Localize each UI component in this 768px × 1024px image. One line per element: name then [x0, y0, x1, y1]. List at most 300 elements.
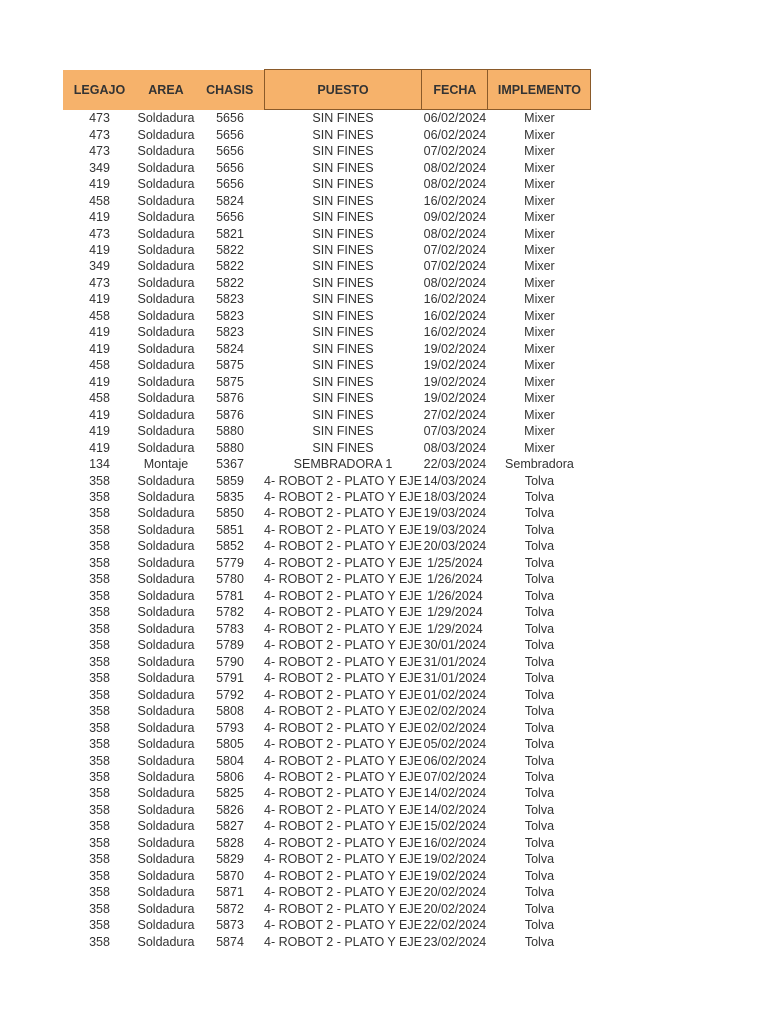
cell-implemento[interactable]: Tolva: [524, 522, 555, 537]
cell-fecha[interactable]: 27/02/2024: [423, 407, 487, 422]
cell-area[interactable]: Soldadura: [137, 193, 195, 208]
column-header-fecha[interactable]: FECHA: [422, 70, 488, 110]
cell-implemento[interactable]: Tolva: [524, 588, 555, 603]
cell-implemento[interactable]: Mixer: [524, 358, 555, 373]
cell-fecha[interactable]: 09/02/2024: [423, 210, 487, 225]
cell-fecha[interactable]: 1/26/2024: [427, 572, 483, 587]
cell-fecha[interactable]: 30/01/2024: [423, 638, 487, 653]
cell-puesto[interactable]: [264, 209, 422, 225]
cell-chasis[interactable]: 5823: [216, 292, 244, 307]
cell-area[interactable]: Soldadura: [137, 275, 195, 290]
cell-chasis[interactable]: 5874: [216, 934, 244, 949]
cell-implemento[interactable]: Tolva: [524, 786, 555, 801]
cell-chasis[interactable]: 5792: [216, 687, 244, 702]
cell-legajo[interactable]: 419: [89, 424, 110, 439]
cell-implemento[interactable]: Mixer: [524, 177, 555, 192]
cell-puesto[interactable]: [264, 341, 422, 357]
cell-legajo[interactable]: 419: [89, 440, 110, 455]
cell-puesto[interactable]: [264, 291, 422, 307]
cell-fecha[interactable]: 31/01/2024: [423, 671, 487, 686]
cell-implemento[interactable]: Tolva: [524, 769, 555, 784]
cell-puesto[interactable]: [264, 686, 422, 702]
cell-chasis[interactable]: 5367: [216, 457, 244, 472]
cell-legajo[interactable]: 473: [89, 275, 110, 290]
cell-implemento[interactable]: Tolva: [524, 572, 555, 587]
cell-fecha[interactable]: 14/03/2024: [423, 473, 487, 488]
cell-chasis[interactable]: 5823: [216, 325, 244, 340]
cell-chasis[interactable]: 5782: [216, 605, 244, 620]
cell-chasis[interactable]: 5880: [216, 424, 244, 439]
cell-fecha[interactable]: 16/02/2024: [423, 193, 487, 208]
cell-implemento[interactable]: Mixer: [524, 226, 555, 241]
cell-area[interactable]: Soldadura: [137, 769, 195, 784]
cell-area[interactable]: Soldadura: [137, 144, 195, 159]
cell-fecha[interactable]: 19/02/2024: [423, 868, 487, 883]
cell-chasis[interactable]: 5876: [216, 407, 244, 422]
cell-puesto[interactable]: [264, 324, 422, 340]
cell-implemento[interactable]: Tolva: [524, 802, 555, 817]
cell-fecha[interactable]: 23/02/2024: [423, 934, 487, 949]
cell-fecha[interactable]: 20/02/2024: [423, 885, 487, 900]
cell-legajo[interactable]: 358: [89, 786, 110, 801]
cell-fecha[interactable]: 19/02/2024: [423, 341, 487, 356]
cell-area[interactable]: Soldadura: [137, 819, 195, 834]
cell-fecha[interactable]: 02/02/2024: [423, 720, 487, 735]
cell-puesto[interactable]: [264, 439, 422, 455]
cell-puesto[interactable]: [264, 242, 422, 258]
cell-puesto[interactable]: [264, 736, 422, 752]
cell-fecha[interactable]: 19/02/2024: [423, 374, 487, 389]
cell-legajo[interactable]: 473: [89, 110, 110, 125]
cell-chasis[interactable]: 5875: [216, 374, 244, 389]
cell-puesto[interactable]: [264, 604, 422, 620]
cell-puesto[interactable]: [264, 851, 422, 867]
cell-area[interactable]: Soldadura: [137, 654, 195, 669]
cell-area[interactable]: Soldadura: [137, 621, 195, 636]
cell-area[interactable]: Soldadura: [137, 177, 195, 192]
cell-implemento[interactable]: Tolva: [524, 720, 555, 735]
cell-implemento[interactable]: Sembradora: [505, 457, 574, 472]
cell-puesto[interactable]: [264, 621, 422, 637]
cell-chasis[interactable]: 5875: [216, 358, 244, 373]
cell-legajo[interactable]: 358: [89, 819, 110, 834]
cell-legajo[interactable]: 134: [89, 457, 110, 472]
cell-chasis[interactable]: 5829: [216, 852, 244, 867]
cell-implemento[interactable]: Mixer: [524, 111, 555, 126]
cell-puesto[interactable]: [264, 522, 422, 538]
cell-area[interactable]: Soldadura: [137, 127, 195, 142]
cell-area[interactable]: Soldadura: [137, 753, 195, 768]
cell-puesto[interactable]: [264, 538, 422, 554]
cell-fecha[interactable]: 16/02/2024: [423, 292, 487, 307]
cell-implemento[interactable]: Mixer: [524, 407, 555, 422]
cell-puesto[interactable]: [264, 835, 422, 851]
cell-area[interactable]: Soldadura: [137, 852, 195, 867]
cell-area[interactable]: Soldadura: [137, 308, 195, 323]
cell-legajo[interactable]: 458: [89, 193, 110, 208]
cell-fecha[interactable]: 01/02/2024: [423, 687, 487, 702]
cell-chasis[interactable]: 5822: [216, 275, 244, 290]
cell-legajo[interactable]: 419: [89, 341, 110, 356]
cell-area[interactable]: Soldadura: [137, 572, 195, 587]
cell-implemento[interactable]: Tolva: [524, 555, 555, 570]
cell-legajo[interactable]: 358: [89, 704, 110, 719]
cell-fecha[interactable]: 1/26/2024: [427, 588, 483, 603]
cell-puesto[interactable]: [264, 769, 422, 785]
cell-area[interactable]: Soldadura: [137, 737, 195, 752]
cell-area[interactable]: Soldadura: [137, 506, 195, 521]
cell-puesto[interactable]: [264, 176, 422, 192]
cell-implemento[interactable]: Mixer: [524, 160, 555, 175]
cell-chasis[interactable]: 5821: [216, 226, 244, 241]
cell-chasis[interactable]: 5779: [216, 555, 244, 570]
cell-legajo[interactable]: 358: [89, 753, 110, 768]
cell-area[interactable]: Soldadura: [137, 918, 195, 933]
cell-legajo[interactable]: 458: [89, 358, 110, 373]
cell-fecha[interactable]: 06/02/2024: [423, 111, 487, 126]
cell-fecha[interactable]: 07/03/2024: [423, 424, 487, 439]
cell-legajo[interactable]: 419: [89, 242, 110, 257]
cell-implemento[interactable]: Tolva: [524, 852, 555, 867]
cell-implemento[interactable]: Mixer: [524, 341, 555, 356]
cell-fecha[interactable]: 07/02/2024: [423, 242, 487, 257]
cell-chasis[interactable]: 5870: [216, 868, 244, 883]
cell-fecha[interactable]: 18/03/2024: [423, 490, 487, 505]
cell-fecha[interactable]: 06/02/2024: [423, 127, 487, 142]
cell-area[interactable]: Soldadura: [137, 358, 195, 373]
cell-legajo[interactable]: 458: [89, 391, 110, 406]
cell-puesto[interactable]: [264, 884, 422, 900]
cell-area[interactable]: Soldadura: [137, 210, 195, 225]
column-header-chasis[interactable]: CHASIS: [196, 70, 264, 110]
cell-area[interactable]: Soldadura: [137, 638, 195, 653]
cell-fecha[interactable]: 16/02/2024: [423, 325, 487, 340]
cell-implemento[interactable]: Tolva: [524, 901, 555, 916]
cell-puesto[interactable]: [264, 126, 422, 142]
cell-area[interactable]: Soldadura: [137, 786, 195, 801]
cell-chasis[interactable]: 5656: [216, 144, 244, 159]
cell-implemento[interactable]: Tolva: [524, 918, 555, 933]
cell-implemento[interactable]: Tolva: [524, 473, 555, 488]
cell-chasis[interactable]: 5656: [216, 210, 244, 225]
cell-implemento[interactable]: Tolva: [524, 687, 555, 702]
cell-legajo[interactable]: 358: [89, 835, 110, 850]
cell-puesto[interactable]: [264, 588, 422, 604]
cell-puesto[interactable]: [264, 357, 422, 373]
cell-legajo[interactable]: 358: [89, 605, 110, 620]
cell-puesto[interactable]: [264, 456, 422, 472]
cell-fecha[interactable]: 07/02/2024: [423, 769, 487, 784]
cell-legajo[interactable]: 358: [89, 638, 110, 653]
cell-fecha[interactable]: 07/02/2024: [423, 259, 487, 274]
cell-area[interactable]: Soldadura: [137, 901, 195, 916]
cell-puesto[interactable]: [264, 374, 422, 390]
cell-implemento[interactable]: Mixer: [524, 440, 555, 455]
cell-legajo[interactable]: 419: [89, 210, 110, 225]
cell-fecha[interactable]: 08/02/2024: [423, 275, 487, 290]
cell-puesto[interactable]: [264, 258, 422, 274]
cell-chasis[interactable]: 5656: [216, 110, 244, 125]
cell-implemento[interactable]: Mixer: [524, 259, 555, 274]
cell-area[interactable]: Soldadura: [137, 160, 195, 175]
cell-legajo[interactable]: 358: [89, 473, 110, 488]
cell-legajo[interactable]: 419: [89, 407, 110, 422]
cell-area[interactable]: Soldadura: [137, 490, 195, 505]
cell-puesto[interactable]: [264, 406, 422, 422]
cell-legajo[interactable]: 458: [89, 308, 110, 323]
cell-area[interactable]: Soldadura: [137, 292, 195, 307]
cell-fecha[interactable]: 20/02/2024: [423, 901, 487, 916]
cell-fecha[interactable]: 1/29/2024: [427, 605, 483, 620]
cell-fecha[interactable]: 05/02/2024: [423, 737, 487, 752]
cell-fecha[interactable]: 14/02/2024: [423, 786, 487, 801]
cell-chasis[interactable]: 5826: [216, 802, 244, 817]
cell-chasis[interactable]: 5656: [216, 160, 244, 175]
cell-fecha[interactable]: 22/03/2024: [423, 457, 487, 472]
cell-puesto[interactable]: [264, 143, 422, 159]
cell-implemento[interactable]: Tolva: [524, 654, 555, 669]
cell-chasis[interactable]: 5825: [216, 786, 244, 801]
cell-chasis[interactable]: 5859: [216, 473, 244, 488]
cell-chasis[interactable]: 5876: [216, 391, 244, 406]
cell-legajo[interactable]: 358: [89, 572, 110, 587]
cell-puesto[interactable]: [264, 670, 422, 686]
cell-legajo[interactable]: 358: [89, 802, 110, 817]
cell-chasis[interactable]: 5873: [216, 918, 244, 933]
cell-legajo[interactable]: 358: [89, 720, 110, 735]
cell-legajo[interactable]: 473: [89, 226, 110, 241]
cell-chasis[interactable]: 5783: [216, 621, 244, 636]
cell-area[interactable]: Soldadura: [137, 885, 195, 900]
cell-legajo[interactable]: 358: [89, 769, 110, 784]
cell-chasis[interactable]: 5780: [216, 572, 244, 587]
cell-implemento[interactable]: Tolva: [524, 621, 555, 636]
cell-puesto[interactable]: [264, 901, 422, 917]
cell-area[interactable]: Soldadura: [137, 374, 195, 389]
cell-legajo[interactable]: 358: [89, 539, 110, 554]
cell-fecha[interactable]: 06/02/2024: [423, 753, 487, 768]
cell-legajo[interactable]: 358: [89, 671, 110, 686]
cell-fecha[interactable]: 07/02/2024: [423, 144, 487, 159]
cell-legajo[interactable]: 419: [89, 177, 110, 192]
cell-legajo[interactable]: 358: [89, 555, 110, 570]
cell-area[interactable]: Soldadura: [137, 802, 195, 817]
cell-implemento[interactable]: Mixer: [524, 308, 555, 323]
cell-chasis[interactable]: 5880: [216, 440, 244, 455]
cell-chasis[interactable]: 5804: [216, 753, 244, 768]
cell-chasis[interactable]: 5823: [216, 308, 244, 323]
cell-puesto[interactable]: [264, 719, 422, 735]
cell-area[interactable]: Soldadura: [137, 588, 195, 603]
cell-puesto[interactable]: [264, 110, 422, 127]
cell-implemento[interactable]: Mixer: [524, 193, 555, 208]
cell-puesto[interactable]: [264, 489, 422, 505]
cell-fecha[interactable]: 08/03/2024: [423, 440, 487, 455]
cell-legajo[interactable]: 358: [89, 522, 110, 537]
cell-implemento[interactable]: Tolva: [524, 638, 555, 653]
cell-area[interactable]: Soldadura: [137, 341, 195, 356]
cell-area[interactable]: Soldadura: [137, 424, 195, 439]
cell-legajo[interactable]: 419: [89, 374, 110, 389]
cell-chasis[interactable]: 5789: [216, 638, 244, 653]
cell-puesto[interactable]: [264, 653, 422, 669]
cell-legajo[interactable]: 473: [89, 127, 110, 142]
cell-implemento[interactable]: Tolva: [524, 539, 555, 554]
cell-implemento[interactable]: Tolva: [524, 704, 555, 719]
cell-puesto[interactable]: [264, 868, 422, 884]
cell-chasis[interactable]: 5872: [216, 901, 244, 916]
cell-puesto[interactable]: [264, 917, 422, 933]
cell-chasis[interactable]: 5806: [216, 769, 244, 784]
column-header-implemento[interactable]: IMPLEMENTO: [488, 70, 591, 110]
cell-legajo[interactable]: 349: [89, 160, 110, 175]
cell-chasis[interactable]: 5871: [216, 885, 244, 900]
cell-implemento[interactable]: Mixer: [524, 325, 555, 340]
cell-area[interactable]: Soldadura: [137, 934, 195, 949]
cell-puesto[interactable]: [264, 933, 422, 949]
cell-area[interactable]: Montaje: [143, 457, 189, 472]
cell-chasis[interactable]: 5828: [216, 835, 244, 850]
cell-area[interactable]: Soldadura: [137, 242, 195, 257]
cell-puesto[interactable]: [264, 505, 422, 521]
cell-puesto[interactable]: [264, 703, 422, 719]
cell-chasis[interactable]: 5781: [216, 588, 244, 603]
cell-legajo[interactable]: 358: [89, 934, 110, 949]
cell-chasis[interactable]: 5656: [216, 177, 244, 192]
cell-chasis[interactable]: 5850: [216, 506, 244, 521]
cell-implemento[interactable]: Tolva: [524, 753, 555, 768]
cell-area[interactable]: Soldadura: [137, 835, 195, 850]
cell-legajo[interactable]: 419: [89, 325, 110, 340]
cell-legajo[interactable]: 358: [89, 490, 110, 505]
cell-fecha[interactable]: 22/02/2024: [423, 918, 487, 933]
cell-fecha[interactable]: 15/02/2024: [423, 819, 487, 834]
cell-chasis[interactable]: 5852: [216, 539, 244, 554]
cell-chasis[interactable]: 5790: [216, 654, 244, 669]
cell-fecha[interactable]: 19/03/2024: [423, 522, 487, 537]
cell-chasis[interactable]: 5822: [216, 242, 244, 257]
cell-legajo[interactable]: 419: [89, 292, 110, 307]
cell-legajo[interactable]: 358: [89, 901, 110, 916]
cell-implemento[interactable]: Tolva: [524, 885, 555, 900]
cell-puesto[interactable]: [264, 423, 422, 439]
cell-chasis[interactable]: 5793: [216, 720, 244, 735]
cell-area[interactable]: Soldadura: [137, 473, 195, 488]
cell-chasis[interactable]: 5791: [216, 671, 244, 686]
cell-implemento[interactable]: Mixer: [524, 127, 555, 142]
cell-fecha[interactable]: 19/03/2024: [423, 506, 487, 521]
cell-chasis[interactable]: 5824: [216, 193, 244, 208]
cell-area[interactable]: Soldadura: [137, 605, 195, 620]
cell-fecha[interactable]: 08/02/2024: [423, 177, 487, 192]
cell-area[interactable]: Soldadura: [137, 687, 195, 702]
cell-puesto[interactable]: [264, 472, 422, 488]
cell-legajo[interactable]: 358: [89, 654, 110, 669]
cell-implemento[interactable]: Tolva: [524, 737, 555, 752]
cell-legajo[interactable]: 473: [89, 144, 110, 159]
cell-implemento[interactable]: Tolva: [524, 506, 555, 521]
cell-implemento[interactable]: Tolva: [524, 671, 555, 686]
cell-area[interactable]: Soldadura: [137, 440, 195, 455]
cell-legajo[interactable]: 349: [89, 259, 110, 274]
cell-implemento[interactable]: Tolva: [524, 819, 555, 834]
cell-legajo[interactable]: 358: [89, 852, 110, 867]
cell-implemento[interactable]: Tolva: [524, 934, 555, 949]
cell-area[interactable]: Soldadura: [137, 325, 195, 340]
cell-fecha[interactable]: 19/02/2024: [423, 358, 487, 373]
cell-chasis[interactable]: 5805: [216, 737, 244, 752]
cell-chasis[interactable]: 5808: [216, 704, 244, 719]
cell-chasis[interactable]: 5824: [216, 341, 244, 356]
cell-implemento[interactable]: Mixer: [524, 144, 555, 159]
cell-implemento[interactable]: Mixer: [524, 275, 555, 290]
column-header-legajo[interactable]: LEGAJO: [63, 70, 136, 110]
cell-implemento[interactable]: Mixer: [524, 210, 555, 225]
column-header-area[interactable]: AREA: [136, 70, 196, 110]
cell-legajo[interactable]: 358: [89, 588, 110, 603]
cell-puesto[interactable]: [264, 390, 422, 406]
cell-legajo[interactable]: 358: [89, 687, 110, 702]
cell-implemento[interactable]: Tolva: [524, 835, 555, 850]
cell-area[interactable]: Soldadura: [137, 391, 195, 406]
cell-area[interactable]: Soldadura: [137, 704, 195, 719]
cell-area[interactable]: Soldadura: [137, 110, 195, 125]
cell-chasis[interactable]: 5827: [216, 819, 244, 834]
cell-implemento[interactable]: Tolva: [524, 490, 555, 505]
cell-implemento[interactable]: Mixer: [524, 374, 555, 389]
cell-legajo[interactable]: 358: [89, 621, 110, 636]
cell-fecha[interactable]: 02/02/2024: [423, 704, 487, 719]
cell-fecha[interactable]: 1/29/2024: [427, 621, 483, 636]
cell-puesto[interactable]: [264, 159, 422, 175]
cell-chasis[interactable]: 5822: [216, 259, 244, 274]
cell-fecha[interactable]: 16/02/2024: [423, 835, 487, 850]
cell-area[interactable]: Soldadura: [137, 522, 195, 537]
cell-chasis[interactable]: 5656: [216, 127, 244, 142]
cell-chasis[interactable]: 5835: [216, 490, 244, 505]
cell-fecha[interactable]: 31/01/2024: [423, 654, 487, 669]
cell-puesto[interactable]: [264, 802, 422, 818]
cell-implemento[interactable]: Tolva: [524, 868, 555, 883]
cell-area[interactable]: Soldadura: [137, 539, 195, 554]
cell-fecha[interactable]: 08/02/2024: [423, 226, 487, 241]
cell-area[interactable]: Soldadura: [137, 259, 195, 274]
cell-legajo[interactable]: 358: [89, 737, 110, 752]
cell-legajo[interactable]: 358: [89, 885, 110, 900]
cell-area[interactable]: Soldadura: [137, 226, 195, 241]
cell-implemento[interactable]: Mixer: [524, 424, 555, 439]
cell-fecha[interactable]: 20/03/2024: [423, 539, 487, 554]
cell-implemento[interactable]: Mixer: [524, 292, 555, 307]
cell-puesto[interactable]: [264, 785, 422, 801]
cell-puesto[interactable]: [264, 225, 422, 241]
cell-puesto[interactable]: [264, 555, 422, 571]
cell-area[interactable]: Soldadura: [137, 671, 195, 686]
cell-fecha[interactable]: 08/02/2024: [423, 160, 487, 175]
cell-fecha[interactable]: 1/25/2024: [427, 555, 483, 570]
cell-puesto[interactable]: [264, 637, 422, 653]
cell-area[interactable]: Soldadura: [137, 555, 195, 570]
cell-fecha[interactable]: 19/02/2024: [423, 391, 487, 406]
cell-legajo[interactable]: 358: [89, 918, 110, 933]
cell-puesto[interactable]: [264, 192, 422, 208]
column-header-puesto[interactable]: PUESTO: [264, 70, 422, 110]
cell-fecha[interactable]: 19/02/2024: [423, 852, 487, 867]
cell-puesto[interactable]: [264, 752, 422, 768]
cell-area[interactable]: Soldadura: [137, 720, 195, 735]
cell-fecha[interactable]: 16/02/2024: [423, 308, 487, 323]
cell-area[interactable]: Soldadura: [137, 868, 195, 883]
